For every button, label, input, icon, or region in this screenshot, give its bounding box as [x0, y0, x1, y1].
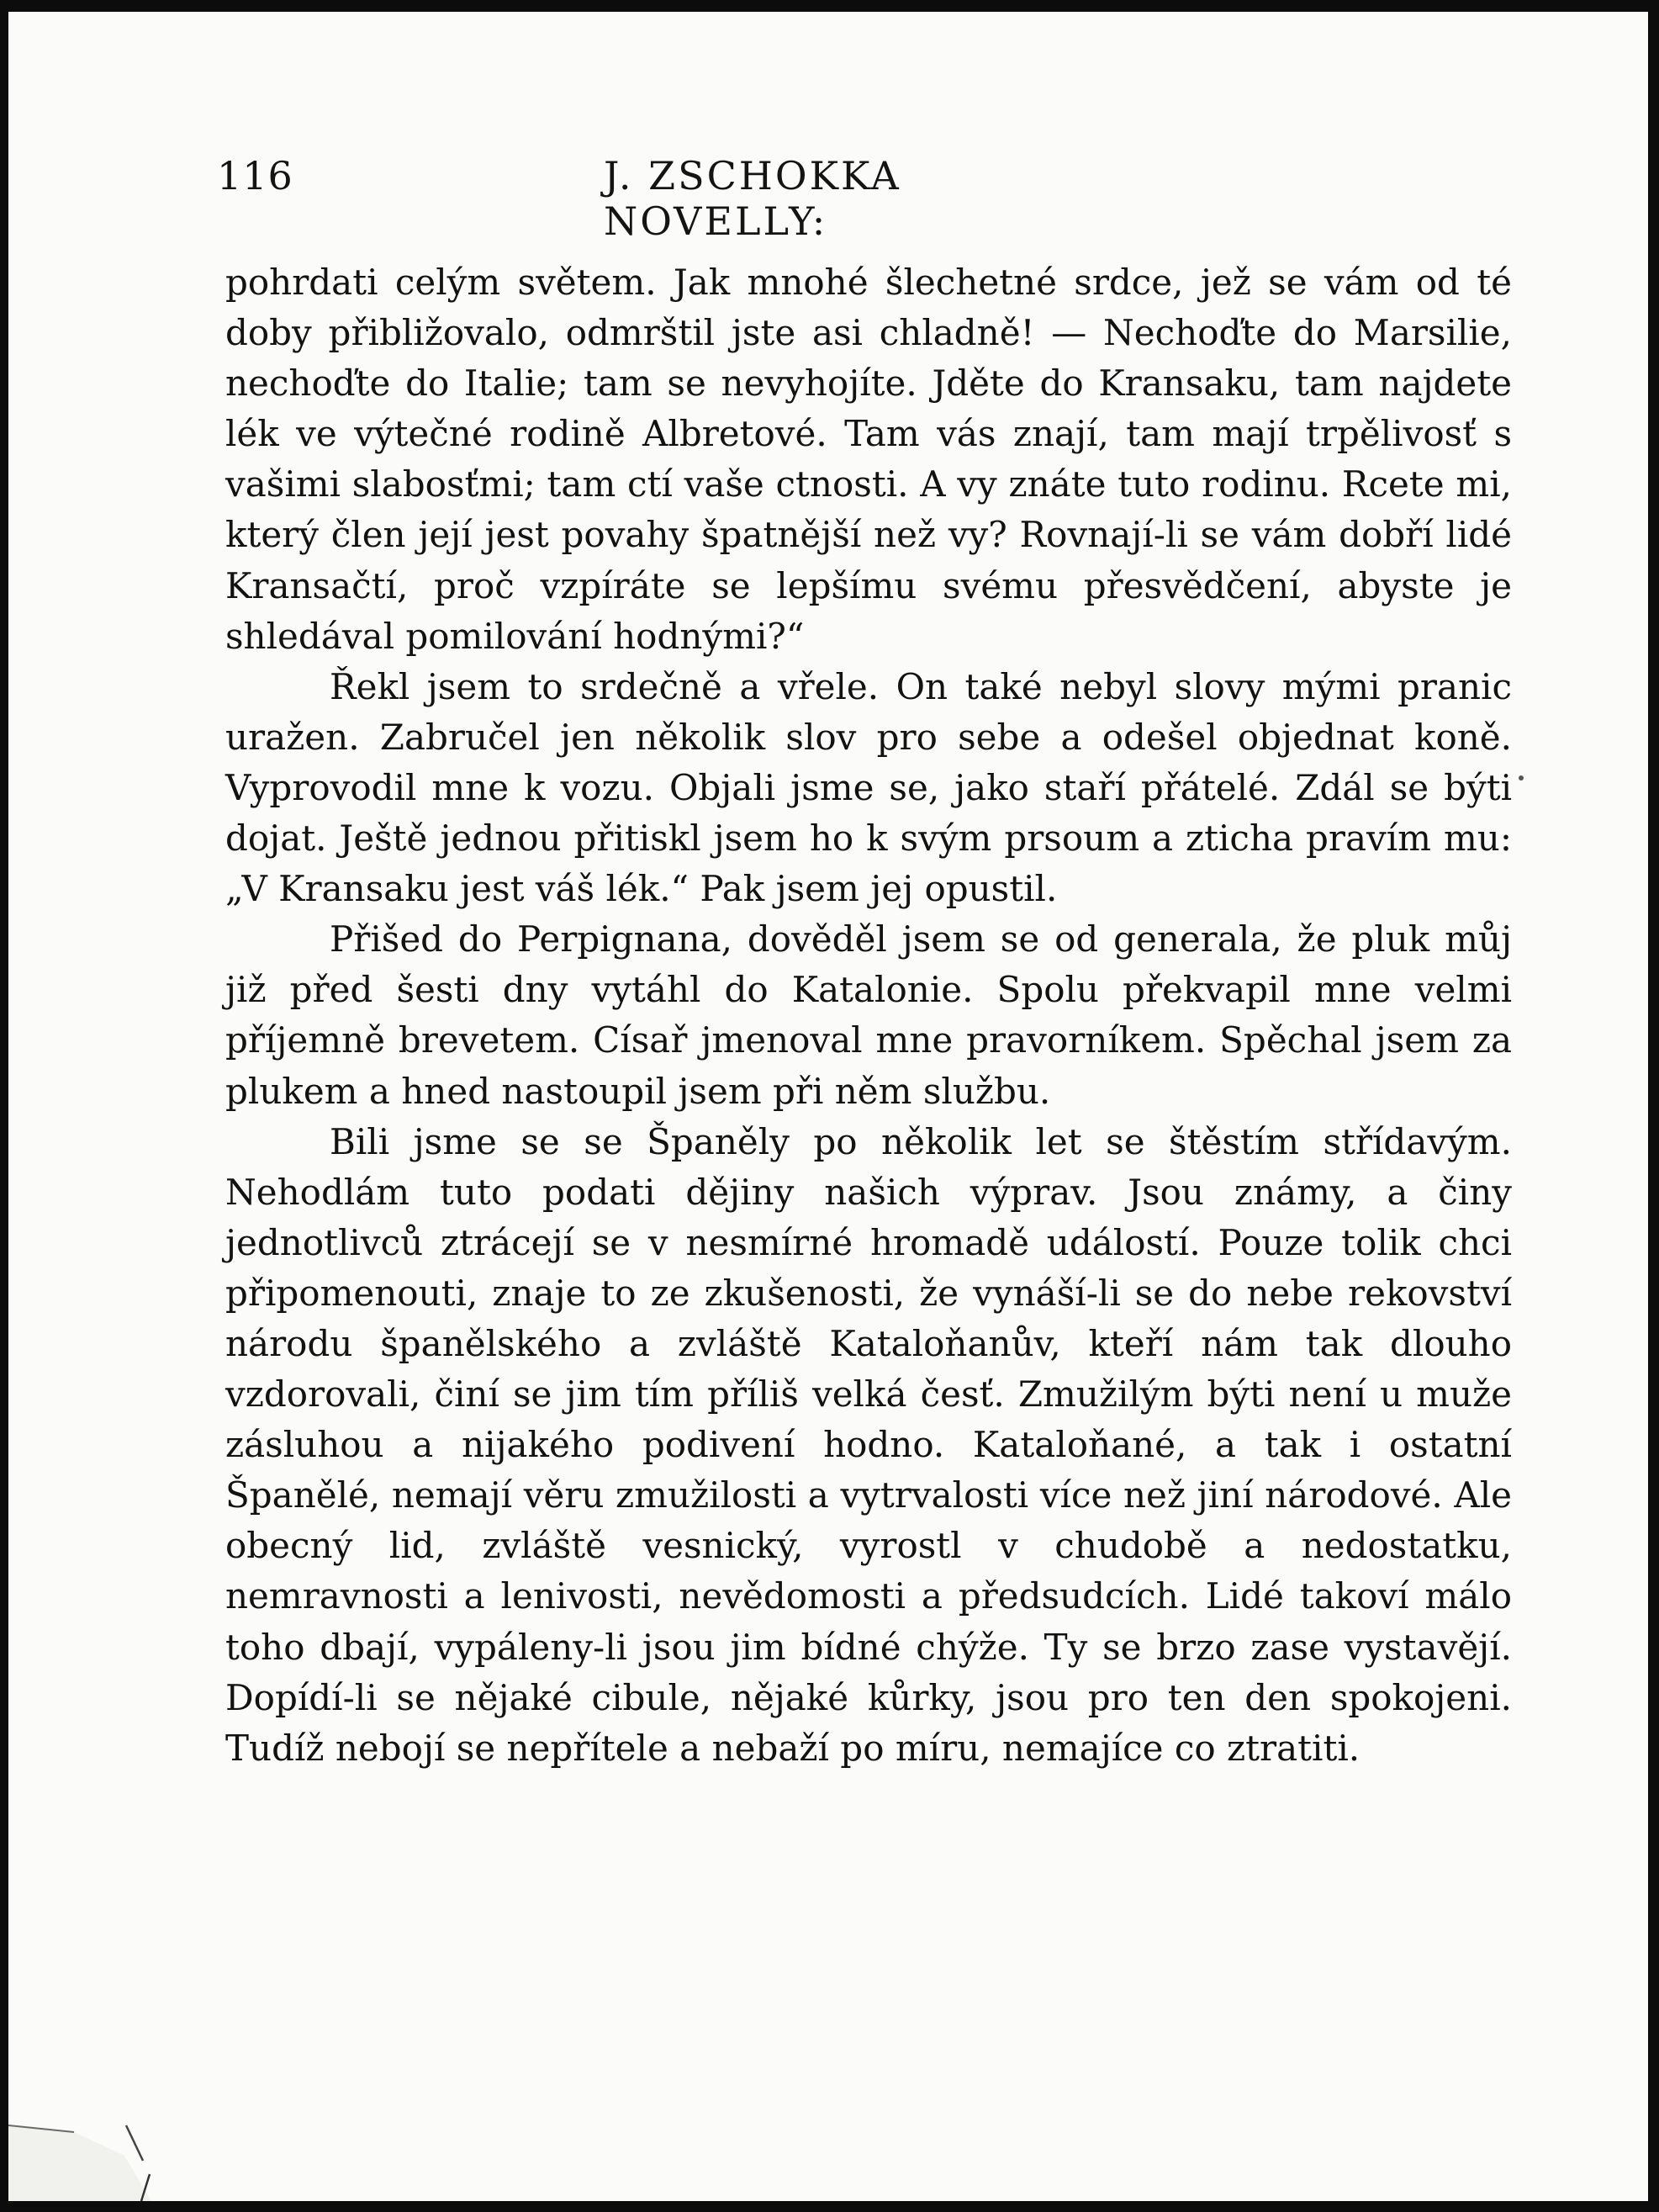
page-number: 116 — [217, 153, 293, 198]
folded-corner-icon — [8, 2033, 177, 2201]
book-page — [8, 12, 1648, 2201]
page-header — [217, 153, 1133, 244]
paragraph: Bili jsme se se Španěly po několik let se štěstím střídavým. Nehodlám tuto podati dějiny našich výprav. Jsou známy, a činy jednotlivců ztrácejí se v nesmírné hromadě událostí. Pouze tolik chci připomenouti, znaje to ze zkušenosti, že vynáší-li se do nebe rekovství národu španělského a zvláště Kataloňanův, kteří nám tak dlouho vzdorovali, činí se jim tím příliš velká česť. Zmužilým býti není u muže zásluhou a nijakého podivení hodno. Kataloňané, a tak i ostatní Španělé, nemají věru zmužilosti a vytrvalosti více než jiní národové. Ale obecný lid, zvláště vesnický, vyrostl v chudobě a nedostatku, nemravnosti a lenivosti, nevědomosti a předsudcích. Lidé takoví málo toho dbají, vypáleny-li jsou jim bídné chýže. Ty se brzo zase vystavějí. Dopídí-li se nějaké cibule, nějaké kůrky, jsou pro ten den spokojeni. Tudíž nebojí se nepřítele a nebaží po míru, nemajíce co ztratiti. — [225, 1120, 1512, 1769]
paragraph: Přišed do Perpignana, dověděl jsem se od generala, že pluk můj již před šesti dny vytáhl do Katalonie. Spolu překvapil mne velmi příjemně brevetem. Císař jmenoval mne pravorníkem. Spěchal jsem za plukem a hned nastoupil jsem při něm službu. — [225, 918, 1512, 1112]
body-text — [225, 257, 1512, 1774]
paragraph: pohrdati celým světem. Jak mnohé šlechetné srdce, jež se vám od té doby přibližovalo, odmrštil jste asi chladně! — Nechoďte do Marsilie, nechoďte do Italie; tam se nevyhojíte. Jděte do Kransaku, tam najdete lék ve výtečné rodině Albretové. Tam vás znají, tam mají trpělivosť s vašimi slabosťmi; tam ctí vaše ctnosti. A vy znáte tuto rodinu. Rcete mi, který člen její jest povahy špatnější než vy? Rovnají-li se vám dobří lidé Kransačtí, proč vzpíráte se lepšímu svému přesvědčení, abyste je shledával pomilování hodnými?“ — [225, 262, 1512, 657]
paragraph: Řekl jsem to srdečně a vřele. On také nebyl slovy mými pranic uražen. Zabručel jen několik slov pro sebe a odešel objednat koně. Vyprovodil mne k vozu. Objali jsme se, jako staří přátelé. Zdál se býti dojat. Ještě jednou přitiskl jsem ho k svým prsoum a zticha pravím mu: „V Kransaku jest váš lék.“ Pak jsem jej opustil. — [225, 665, 1512, 910]
ink-speck — [1519, 775, 1524, 781]
running-title: J. ZSCHOKKA NOVELLY: — [604, 153, 901, 244]
